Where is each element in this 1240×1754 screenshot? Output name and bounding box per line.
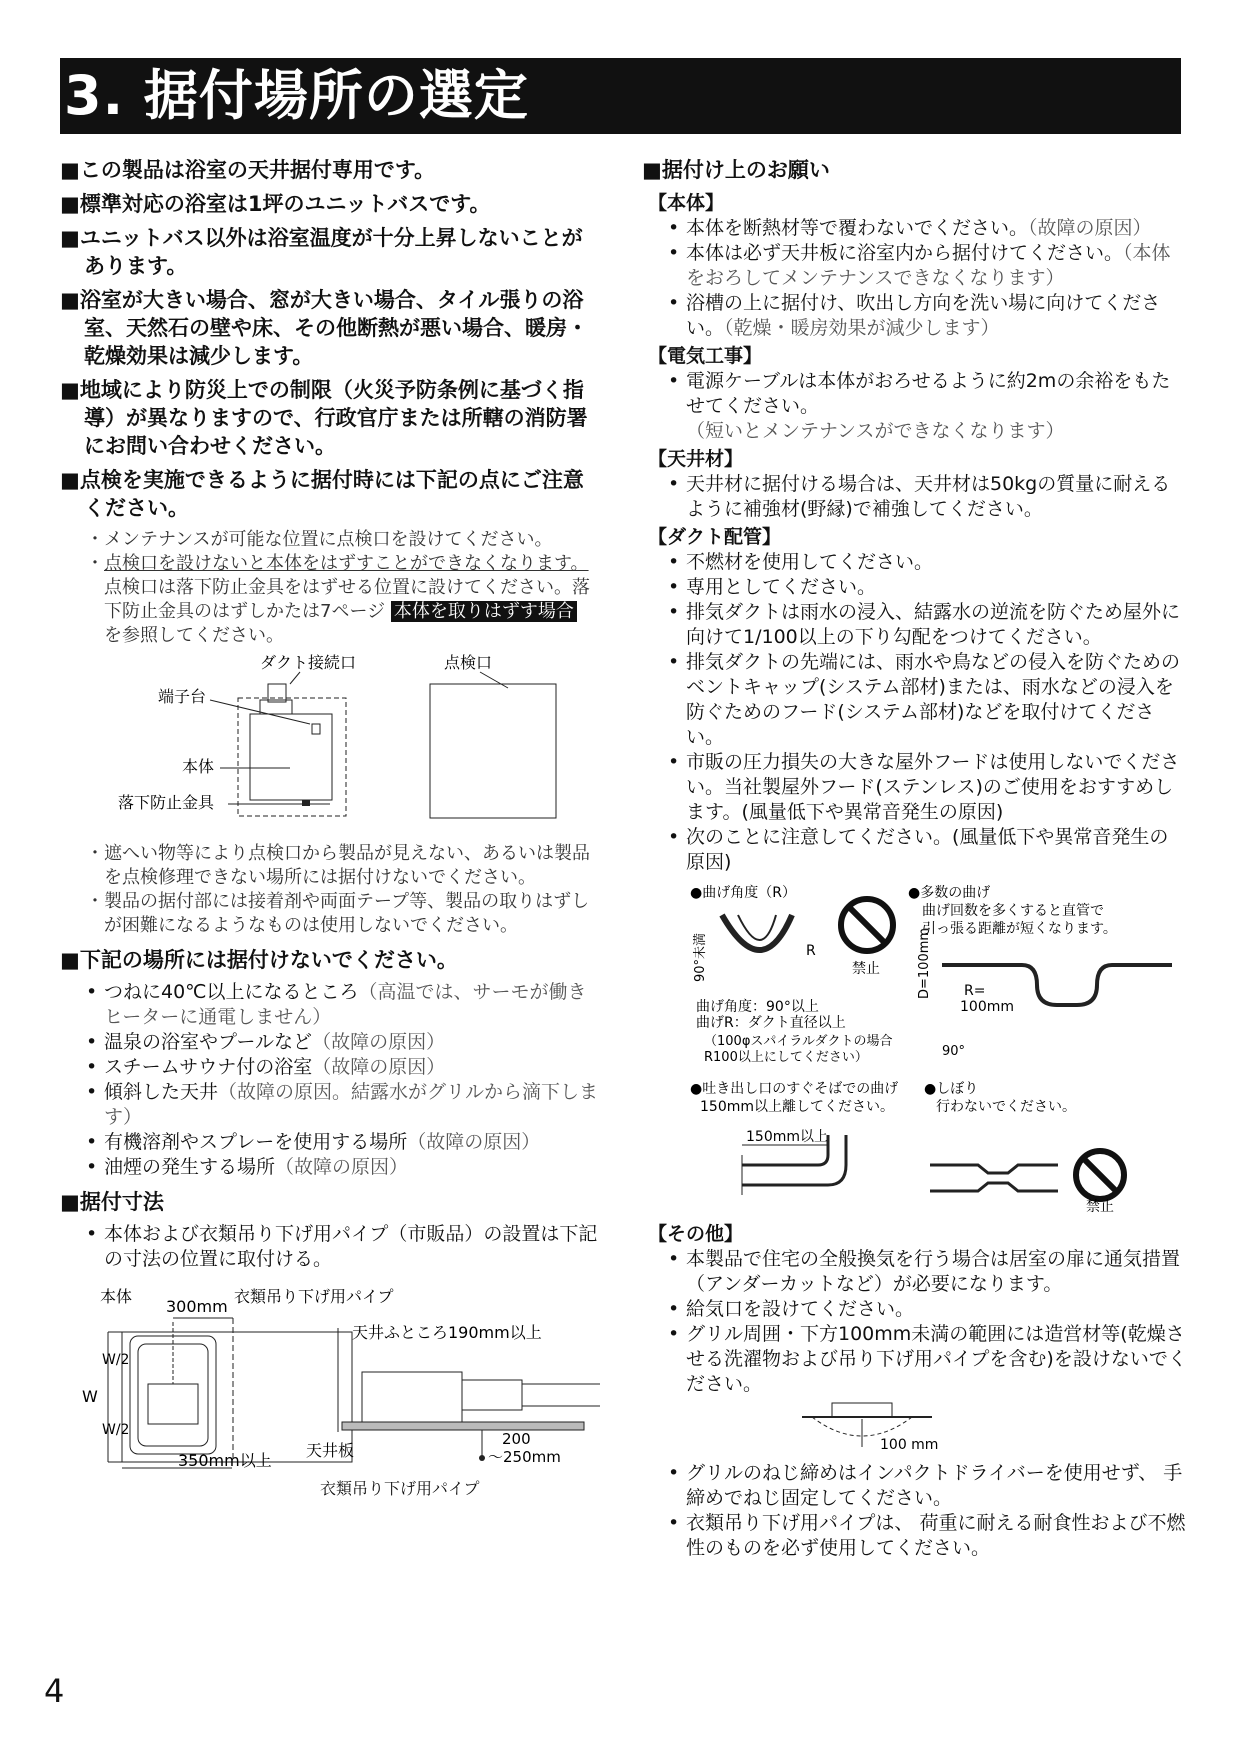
side-body-shape: [362, 1372, 462, 1422]
prohibited-1: [60, 980, 600, 1030]
heading-install-requests: ■ 据付け上のお願い: [642, 156, 1187, 184]
install-dimensions-diagram: [60, 1272, 620, 1472]
request-2-text: 本体は必ず天井板に浴室内から据付けてください。: [686, 242, 1124, 264]
request-3-text: 浴槽の上に据付け、吹出し方向を洗い場に向けてください。: [686, 292, 1161, 339]
request-9: • 排気ダクトの先端には、雨水や鳥などの侵入を防ぐためのベントキャップ(システム部材)または、雨水などの浸入を防ぐためのフード(システム部材)などを取付けてください。: [642, 650, 1187, 750]
category-duct: 【ダクト配管】: [648, 526, 782, 548]
fig2-200-label: 200: [502, 1430, 531, 1448]
heading-non-unit-bath: ■ ユニットバス以外は浴室温度が十分上昇しないことがあります。: [60, 224, 600, 280]
fig3-multi-desc2: 引っ張る距離が短くなります。: [922, 921, 1117, 937]
prohibited-6: [60, 1155, 600, 1180]
request-12: • 本製品で住宅の全般換気を行う場合は居室の扉に通気措置（アンダーカットなど）が必要になります。: [642, 1247, 1187, 1297]
fig3-caption3: （100φスパイラルダクトの場合: [704, 1034, 893, 1049]
request-16: • 衣類吊り下げ用パイプは、 荷重に耐える耐食性および不燃性のものを必ず使用してください。: [642, 1511, 1187, 1561]
heading-fire-regulation: ■ 地域により防災上での制限（火災予防条例に基づく指導）が異なりますので、行政官庁または所轄の消防署にお問い合わせください。: [60, 376, 600, 460]
fig2-ceiling-label: 天井ふところ190mm以上: [352, 1323, 542, 1342]
squeeze-duct: [930, 1165, 1058, 1173]
fig3-caption1: 曲げ角度：90°以上: [696, 999, 819, 1015]
inspection-note-2a: 点検口は落下防止金具をはずせる位置に設けてください。落下防止金具のはずしかたは7ページ: [104, 577, 590, 622]
fig3-ban2-label: 禁止: [1086, 1199, 1114, 1215]
category-electrical: 【電気工事】: [648, 345, 763, 367]
left-column: [60, 156, 600, 1499]
body-outline: [238, 698, 346, 816]
fig2-300-label: 300mm: [166, 1297, 228, 1316]
section-title: 3. 据付場所の選定: [60, 58, 1181, 134]
fig3-squeeze-desc: 行わないでください。: [936, 1099, 1076, 1115]
prohibited-6-note: （故障の原因）: [275, 1156, 409, 1178]
request-1: [642, 216, 1187, 241]
request-5: • 天井材に据付ける場合は、天井材は50kgの質量に耐えるように補強材(野縁)で補強してください。: [642, 472, 1187, 522]
inspection-warning: 点検口を設けないと本体をはずすことができなくなります。: [104, 553, 589, 574]
fig3-d-label: D=100mm: [917, 927, 932, 999]
plan-body-shape: [148, 1384, 198, 1424]
request-8: • 排気ダクトは雨水の浸入、結露水の逆流を防ぐため屋外に向けて1/100以上の下り勾配をつけてください。: [642, 600, 1187, 650]
fig2-250-label: 〜250mm: [488, 1448, 561, 1466]
fig1-fall-label: 落下防止金具: [118, 793, 215, 812]
fig2-w2a-label: W/2: [102, 1352, 130, 1368]
request-3-note: （乾燥・暖房効果が減少します）: [724, 317, 1000, 339]
prohibited-2: [60, 1030, 600, 1055]
prohibited-1-text: つねに40℃以上になるところ: [104, 981, 359, 1003]
fig1-hatch-label: 点検口: [444, 653, 493, 672]
prohibited-4: [60, 1080, 600, 1130]
request-10: • 市販の圧力損失の大きな屋外フードは使用しないでください。当社製屋外フード(ステンレス)のご使用をおすすめします。(風量低下や異常音発生の原因): [642, 750, 1187, 825]
fig1-duct-label: ダクト接続口: [260, 653, 357, 672]
heading-inspection: ■ 点検を実施できるように据付時には下記の点にご注意ください。: [60, 466, 600, 522]
fig1-terminal-label: 端子台: [158, 687, 207, 706]
install-dimensions-text: • 本体および衣類吊り下げ用パイプ（市販品）の設置は下記の寸法の位置に取付ける。: [60, 1222, 600, 1272]
inspection-note-2: [60, 552, 600, 648]
fig2-w-label: W: [82, 1387, 98, 1406]
fig3-caption4: R100以上にしてください）: [704, 1050, 868, 1065]
grille-clearance-diagram: [642, 1397, 1187, 1457]
fig3-r-label: R: [806, 943, 816, 959]
fig1-body-label: 本体: [182, 757, 215, 776]
heading-standard-bath: ■ 標準対応の浴室は1坪のユニットバスです。: [60, 190, 600, 218]
prohibited-3-note: （故障の原因）: [312, 1056, 446, 1078]
prohibited-1-note: （高温では、サーモが働きヒーターに通電しません）: [104, 981, 587, 1028]
ceiling-board: [342, 1422, 584, 1430]
prohibited-5-note: （故障の原因）: [407, 1131, 541, 1153]
inspection-note-1: ・ メンテナンスが可能な位置に点検口を設けてください。: [60, 528, 600, 552]
prohibited-5: [60, 1130, 600, 1155]
fig2-board-label: 天井板: [306, 1441, 355, 1460]
fig3-multi-desc1: 曲げ回数を多くすると直管で: [922, 903, 1104, 919]
request-7: • 専用としてください。: [642, 575, 1187, 600]
request-6: • 不燃材を使用してください。: [642, 550, 1187, 575]
heading-install-dimensions: ■ 据付寸法: [60, 1188, 600, 1216]
request-2: [642, 241, 1187, 291]
request-11: • 次のことに注意してください。(風量低下や異常音発生の原因): [642, 825, 1187, 875]
fig2-w2b-label: W/2: [102, 1422, 130, 1438]
heading-prohibited-places: ■ 下記の場所には据付けないでください。: [60, 946, 600, 974]
fig3-r-val-label: 100mm: [960, 999, 1014, 1015]
hatch-shape: [430, 684, 556, 818]
duct-bend-diagram: [642, 875, 1187, 1215]
heading-ceiling-only: ■ この製品は浴室の天井据付専用です。: [60, 156, 600, 184]
prohibited-6-text: 油煙の発生する場所: [104, 1156, 276, 1178]
inspection-note-3: ・ 遮へい物等により点検口から製品が見えない、あるいは製品を点検修理できない場所には据付けないでください。: [60, 842, 600, 890]
fig3-caption2: 曲げR：ダクト直径以上: [696, 1015, 846, 1031]
request-2-note: （本体をおろしてメンテナンスできなくなります）: [686, 242, 1171, 289]
fig3-ban1-label: 禁止: [852, 961, 880, 977]
request-1-text: 本体を断熱材等で覆わないでください。: [686, 217, 1029, 239]
fig2-pipe2-label: 衣類吊り下げ用パイプ: [320, 1479, 480, 1498]
prohibited-3-text: スチームサウナ付の浴室: [104, 1056, 313, 1078]
prohibited-4-text: 傾斜した天井: [104, 1081, 219, 1103]
grille-100mm-label: 100 mm: [880, 1437, 939, 1453]
request-4: [642, 369, 1187, 444]
prohibited-2-note: （故障の原因）: [312, 1031, 446, 1053]
right-column: [642, 156, 1187, 1561]
fig2-pipe-label: 衣類吊り下げ用パイプ: [234, 1287, 394, 1306]
request-4-note: （短いとメンテナンスができなくなります）: [686, 420, 1065, 442]
inspection-hatch-diagram: [60, 648, 600, 838]
inspection-note-4: ・ 製品の据付部には接着剤や両面テープ等、製品の取りはずしが困難になるようなものは使用しないでください。: [60, 890, 600, 938]
duct-port-shape: [268, 684, 286, 702]
request-14: • グリル周囲・下方100mm未満の範囲には造営材等(乾燥させる洗濯物および吊り下げ用パイプを含む)を設けないでください。: [642, 1322, 1187, 1397]
fig3-near-desc: 150mm以上離してください。: [700, 1099, 894, 1115]
request-15: • グリルのねじ締めはインパクトドライバーを使用せず、 手締めでねじ固定してください。: [642, 1461, 1187, 1511]
category-body: 【本体】: [648, 192, 725, 214]
inspection-note-2b: を参照してください。: [104, 625, 284, 646]
heading-large-bath: ■ 浴室が大きい場合、窓が大きい場合、タイル張りの浴室、天然石の壁や床、その他断熱が悪い場合、暖房・乾燥効果は減少します。: [60, 286, 600, 370]
category-other: 【その他】: [648, 1223, 744, 1245]
grille-shape: [832, 1403, 892, 1417]
request-4-text: 電源ケーブルは本体がおろせるように約2mの余裕をもたせてください。: [686, 370, 1171, 417]
page-number: 4: [44, 1672, 65, 1710]
ref-remove-body: 本体を取りはずす場合: [391, 601, 577, 622]
prohibited-2-text: 温泉の浴室やプールなど: [104, 1031, 313, 1053]
fig3-deg-label: 90°未満: [693, 932, 708, 982]
fig2-body-label: 本体: [100, 1287, 133, 1306]
fig3-multi-title: ●多数の曲げ: [908, 885, 991, 901]
bend-duct-shape: [722, 915, 792, 950]
fig3-squeeze-title: ●しぼり: [924, 1081, 979, 1097]
fig3-near-title: ●吐き出し口のすぐそばでの曲げ: [690, 1081, 899, 1097]
request-13: • 給気口を設けてください。: [642, 1297, 1187, 1322]
fig2-350-label: 350mm以上: [178, 1451, 272, 1470]
request-3: [642, 291, 1187, 341]
category-ceiling: 【天井材】: [648, 448, 744, 470]
fig3-bend-title: ●曲げ角度（R）: [690, 885, 796, 901]
fig3-deg90-label: 90°: [942, 1044, 966, 1059]
request-1-note: （故障の原因）: [1028, 217, 1152, 239]
prohibited-5-text: 有機溶剤やスプレーを使用する場所: [104, 1131, 408, 1153]
fig3-r-eq-label: R=: [964, 983, 986, 999]
prohibited-3: [60, 1055, 600, 1080]
fig3-150-label: 150mm以上: [746, 1129, 828, 1145]
prohibited-4-note: （故障の原因。結露水がグリルから滴下します）: [104, 1081, 599, 1128]
